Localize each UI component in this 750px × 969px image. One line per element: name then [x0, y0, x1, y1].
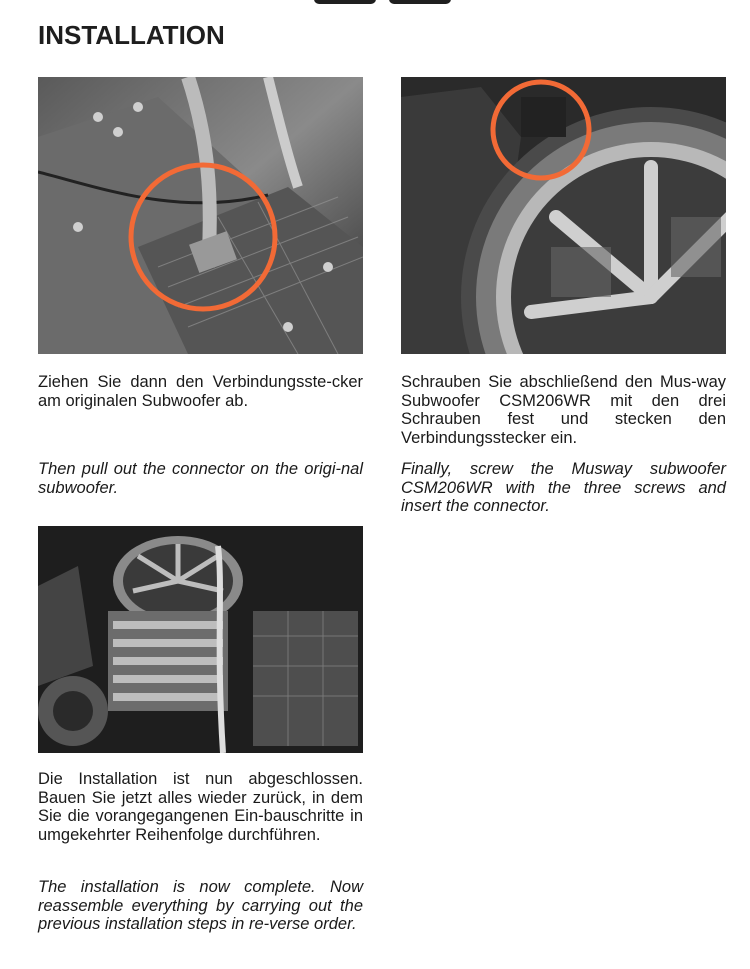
language-tab-en[interactable]: [389, 0, 451, 4]
step2-photo: [401, 77, 726, 354]
step1-text-en: Then pull out the connector on the origi-nal subwoofer.: [38, 460, 363, 497]
step3-text-de: Die Installation ist nun abgeschlossen. Bauen Sie jetzt alles wieder zurück, in dem Sie die vorangegangenen Ein-bauschritte in umgekehrter Reihenfolge durchführen.: [38, 770, 363, 844]
step2-text-de: Schrauben Sie abschließend den Mus-way Subwoofer CSM206WR mit den drei Schrauben fest und stecken den Verbindungsstecker ein.: [401, 373, 726, 447]
step2-text-en: Finally, screw the Musway subwoofer CSM206WR with the three screws and insert the connector.: [401, 460, 726, 515]
page-title: INSTALLATION: [38, 20, 225, 50]
language-tab-de[interactable]: [314, 0, 376, 4]
step1-text-de: Ziehen Sie dann den Verbindungsste-cker am originalen Subwoofer ab.: [38, 373, 363, 410]
step3-photo: [38, 526, 363, 753]
step1-photo: [38, 77, 363, 354]
step3-text-en: The installation is now complete. Now reassemble everything by carrying out the previous installation steps in re-verse order.: [38, 878, 363, 933]
